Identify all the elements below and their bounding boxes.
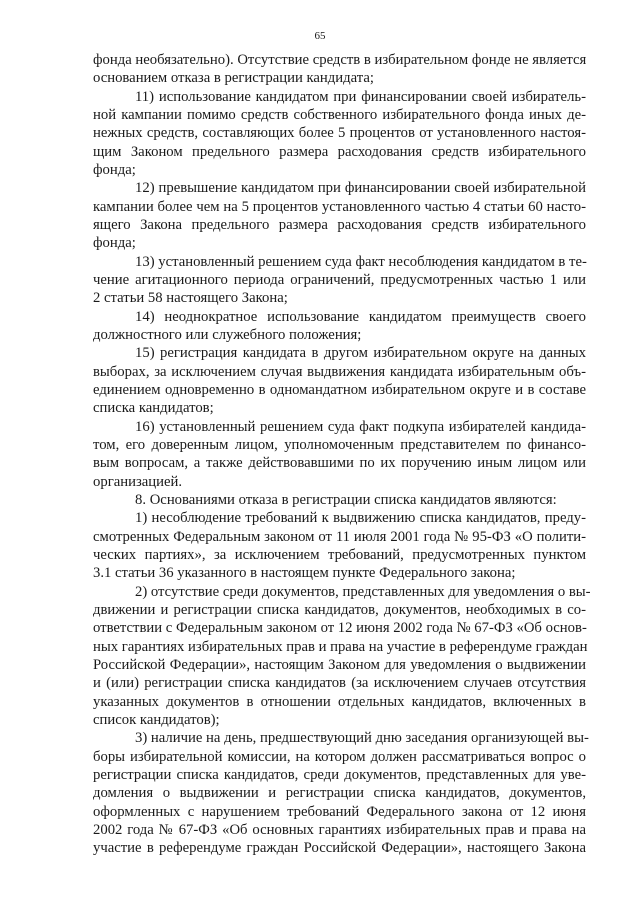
text-line: Российской Федерации», настоящим Законом для уведомления о выдвижении <box>93 656 586 673</box>
text-line: 3) наличие на день, предшествующий дню заседания организующей вы- <box>135 730 589 747</box>
text-line: 13) установленный решением суда факт несоблюдения кандидатом в те- <box>135 253 587 270</box>
text-line: 2) отсутствие среди документов, представленных для уведомления о вы- <box>135 583 591 600</box>
text-line: ческих партиях», за исключением требований, предусмотренных пунктом <box>93 546 586 563</box>
text-line: ящего Закона предельного размера расходования средств избирательного <box>93 217 586 233</box>
text-line: 3.1 статьи 36 указанного в настоящем пункте Федерального закона; <box>93 565 516 582</box>
text-line: нежных средств, составляющих более 5 процентов от установленного настоя- <box>93 125 586 142</box>
text-line: участие в референдуме граждан Российской Федерации», настоящего Закона <box>93 840 586 857</box>
text-line: том, его доверенным лицом, уполномоченным представителем по финансо- <box>93 436 586 453</box>
page-number: 65 <box>314 30 326 42</box>
text-line: 8. Основаниями отказа в регистрации списка кандидатов являются: <box>135 491 557 508</box>
text-line: домления о выдвижении и регистрации списка кандидатов, документов, <box>93 785 586 802</box>
text-line: ответствии с Федеральным законом от 12 июня 2002 года № 67-ФЗ «Об основ- <box>93 620 587 637</box>
text-line: вым вопросам, а также действовавшими по их поручению иным лицом или <box>93 455 586 472</box>
text-line: 2002 года № 67-ФЗ «Об основных гарантиях избирательных прав и права на <box>93 821 586 838</box>
text-line: оформленных с нарушением требований Федерального закона от 12 июня <box>93 803 586 820</box>
text-line: 11) использование кандидатом при финансировании своей избиратель- <box>135 88 586 105</box>
text-line: список кандидатов); <box>93 711 220 728</box>
text-line: ных гарантиях избирательных прав и права на участие в референдуме граждан <box>93 638 588 655</box>
text-line: регистрации списка кандидатов, среди документов, представленных для уве- <box>93 766 586 783</box>
text-line: 16) установленный решением суда факт подкупа избирателей кандида- <box>135 418 586 435</box>
text-line: 14) неоднократное использование кандидатом преимуществ своего <box>135 308 586 325</box>
text-line: единением одновременно в одномандатном избирательном округе и в составе <box>93 381 586 398</box>
text-line: щим Законом предельного размера расходования средств избирательного <box>93 143 586 160</box>
text-line: 15) регистрация кандидата в другом избирательном округе на данных <box>135 345 586 362</box>
text-line: должностного или служебного положения; <box>93 326 362 343</box>
text-line: движении и регистрации списка кандидатов, документов, необходимых в со- <box>93 601 586 618</box>
text-line: и (или) регистрации списка кандидатов (за исключением случаев отсутствия <box>93 675 586 692</box>
text-line: организацией. <box>93 473 183 490</box>
text-line: 2 статьи 58 настоящего Закона; <box>93 290 288 307</box>
text-line: фонда; <box>93 162 136 178</box>
text-line: кампании более чем на 5 процентов установленного частью 4 статьи 60 насто- <box>93 198 586 215</box>
text-line: фонда; <box>93 235 136 252</box>
text-line: боры избирательной комиссии, на котором должен рассматриваться вопрос о <box>93 748 586 765</box>
text-line: ной кампании помимо средств собственного избирательного фонда иных де- <box>93 107 586 123</box>
text-line: чение агитационного периода ограничений, предусмотренных частью 1 или <box>93 272 586 288</box>
text-line: основанием отказа в регистрации кандидата; <box>93 70 374 87</box>
text-line: списка кандидатов; <box>93 400 214 417</box>
text-line: 12) превышение кандидатом при финансировании своей избирательной <box>135 180 586 197</box>
text-line: указанных документов в отношении отдельных кандидатов, включенных в <box>93 693 586 710</box>
text-line: фонда необязательно). Отсутствие средств в избирательном фонде не является <box>93 52 587 68</box>
text-line: выборах, за исключением случая выдвижения кандидата избирательным объ- <box>93 363 586 380</box>
text-line: смотренных Федеральным законом от 11 июля 2001 года № 95-ФЗ «О полити- <box>93 528 586 545</box>
text-line: 1) несоблюдение требований к выдвижению списка кандидатов, преду- <box>135 510 586 527</box>
